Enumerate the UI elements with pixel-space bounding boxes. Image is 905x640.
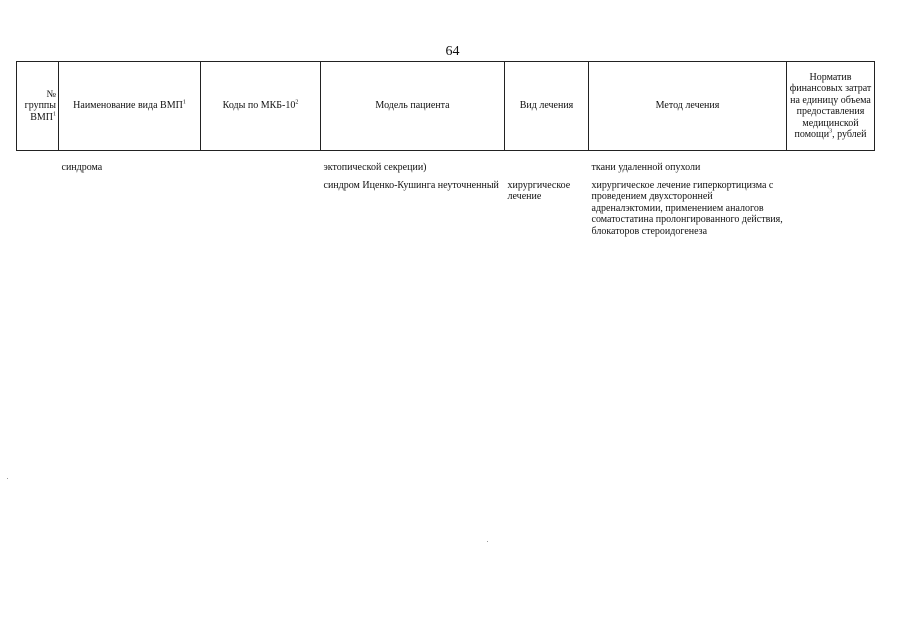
- header-treatment-method-label: Метод лечения: [655, 100, 720, 112]
- cell-treatment-method: ткани удаленной опухоли: [591, 162, 701, 173]
- cell-vmp-name: [59, 174, 201, 238]
- cell-vmp-name: синдрома: [61, 162, 103, 173]
- cell-treatment-type: хирургическое лечение: [507, 179, 571, 202]
- cell-cost-norm: [787, 174, 875, 238]
- header-group-number-label: № группы ВМП: [24, 88, 56, 123]
- table-row: [17, 174, 875, 238]
- header-treatment-type: [505, 62, 589, 151]
- header-vmp-name-label: Наименование вида ВМП: [73, 100, 183, 112]
- cell-icd-codes: [201, 174, 321, 238]
- header-vmp-name: [59, 62, 201, 151]
- header-icd-codes: [201, 62, 321, 151]
- cell-patient-model: синдром Иценко-Кушинга неуточненный: [323, 179, 499, 191]
- scan-speck: [7, 478, 8, 479]
- cell-group-number: [17, 151, 59, 174]
- footnote-mark: 2: [295, 99, 299, 106]
- header-cost-norm: [787, 62, 875, 151]
- page-number: 64: [445, 44, 460, 59]
- table-row: [17, 151, 875, 174]
- header-treatment-type-label: Вид лечения: [519, 100, 574, 112]
- cell-icd-codes: [201, 151, 321, 174]
- header-cost-norm-unit: , рублей: [832, 129, 867, 140]
- header-group-number: [17, 62, 59, 151]
- table-header: [17, 62, 875, 151]
- cell-patient-model: эктопической секреции): [323, 162, 427, 173]
- cell-group-number: [17, 174, 59, 238]
- footnote-mark: 3: [829, 128, 833, 135]
- header-cost-norm-label: Норматив финансовых затрат на единицу объема предоставления медицинской помощи: [789, 71, 872, 140]
- vmp-table: [16, 61, 875, 237]
- cell-cost-norm: [787, 151, 875, 174]
- header-icd-codes-label: Коды по МКБ-10: [222, 100, 296, 112]
- header-patient-model-label: Модель пациента: [375, 100, 450, 112]
- header-treatment-method: [589, 62, 787, 151]
- footnote-mark: 1: [53, 111, 56, 118]
- cell-treatment-method: хирургическое лечение гиперкортицизма с проведением двухсторонней адреналэктомии, применением аналогов соматостатина пролонгированного действия, блокаторов стероидогенеза: [591, 179, 783, 237]
- footnote-mark: 1: [182, 99, 186, 106]
- cell-treatment-type: [505, 151, 589, 174]
- header-patient-model: [321, 62, 505, 151]
- scan-speck: [487, 541, 488, 542]
